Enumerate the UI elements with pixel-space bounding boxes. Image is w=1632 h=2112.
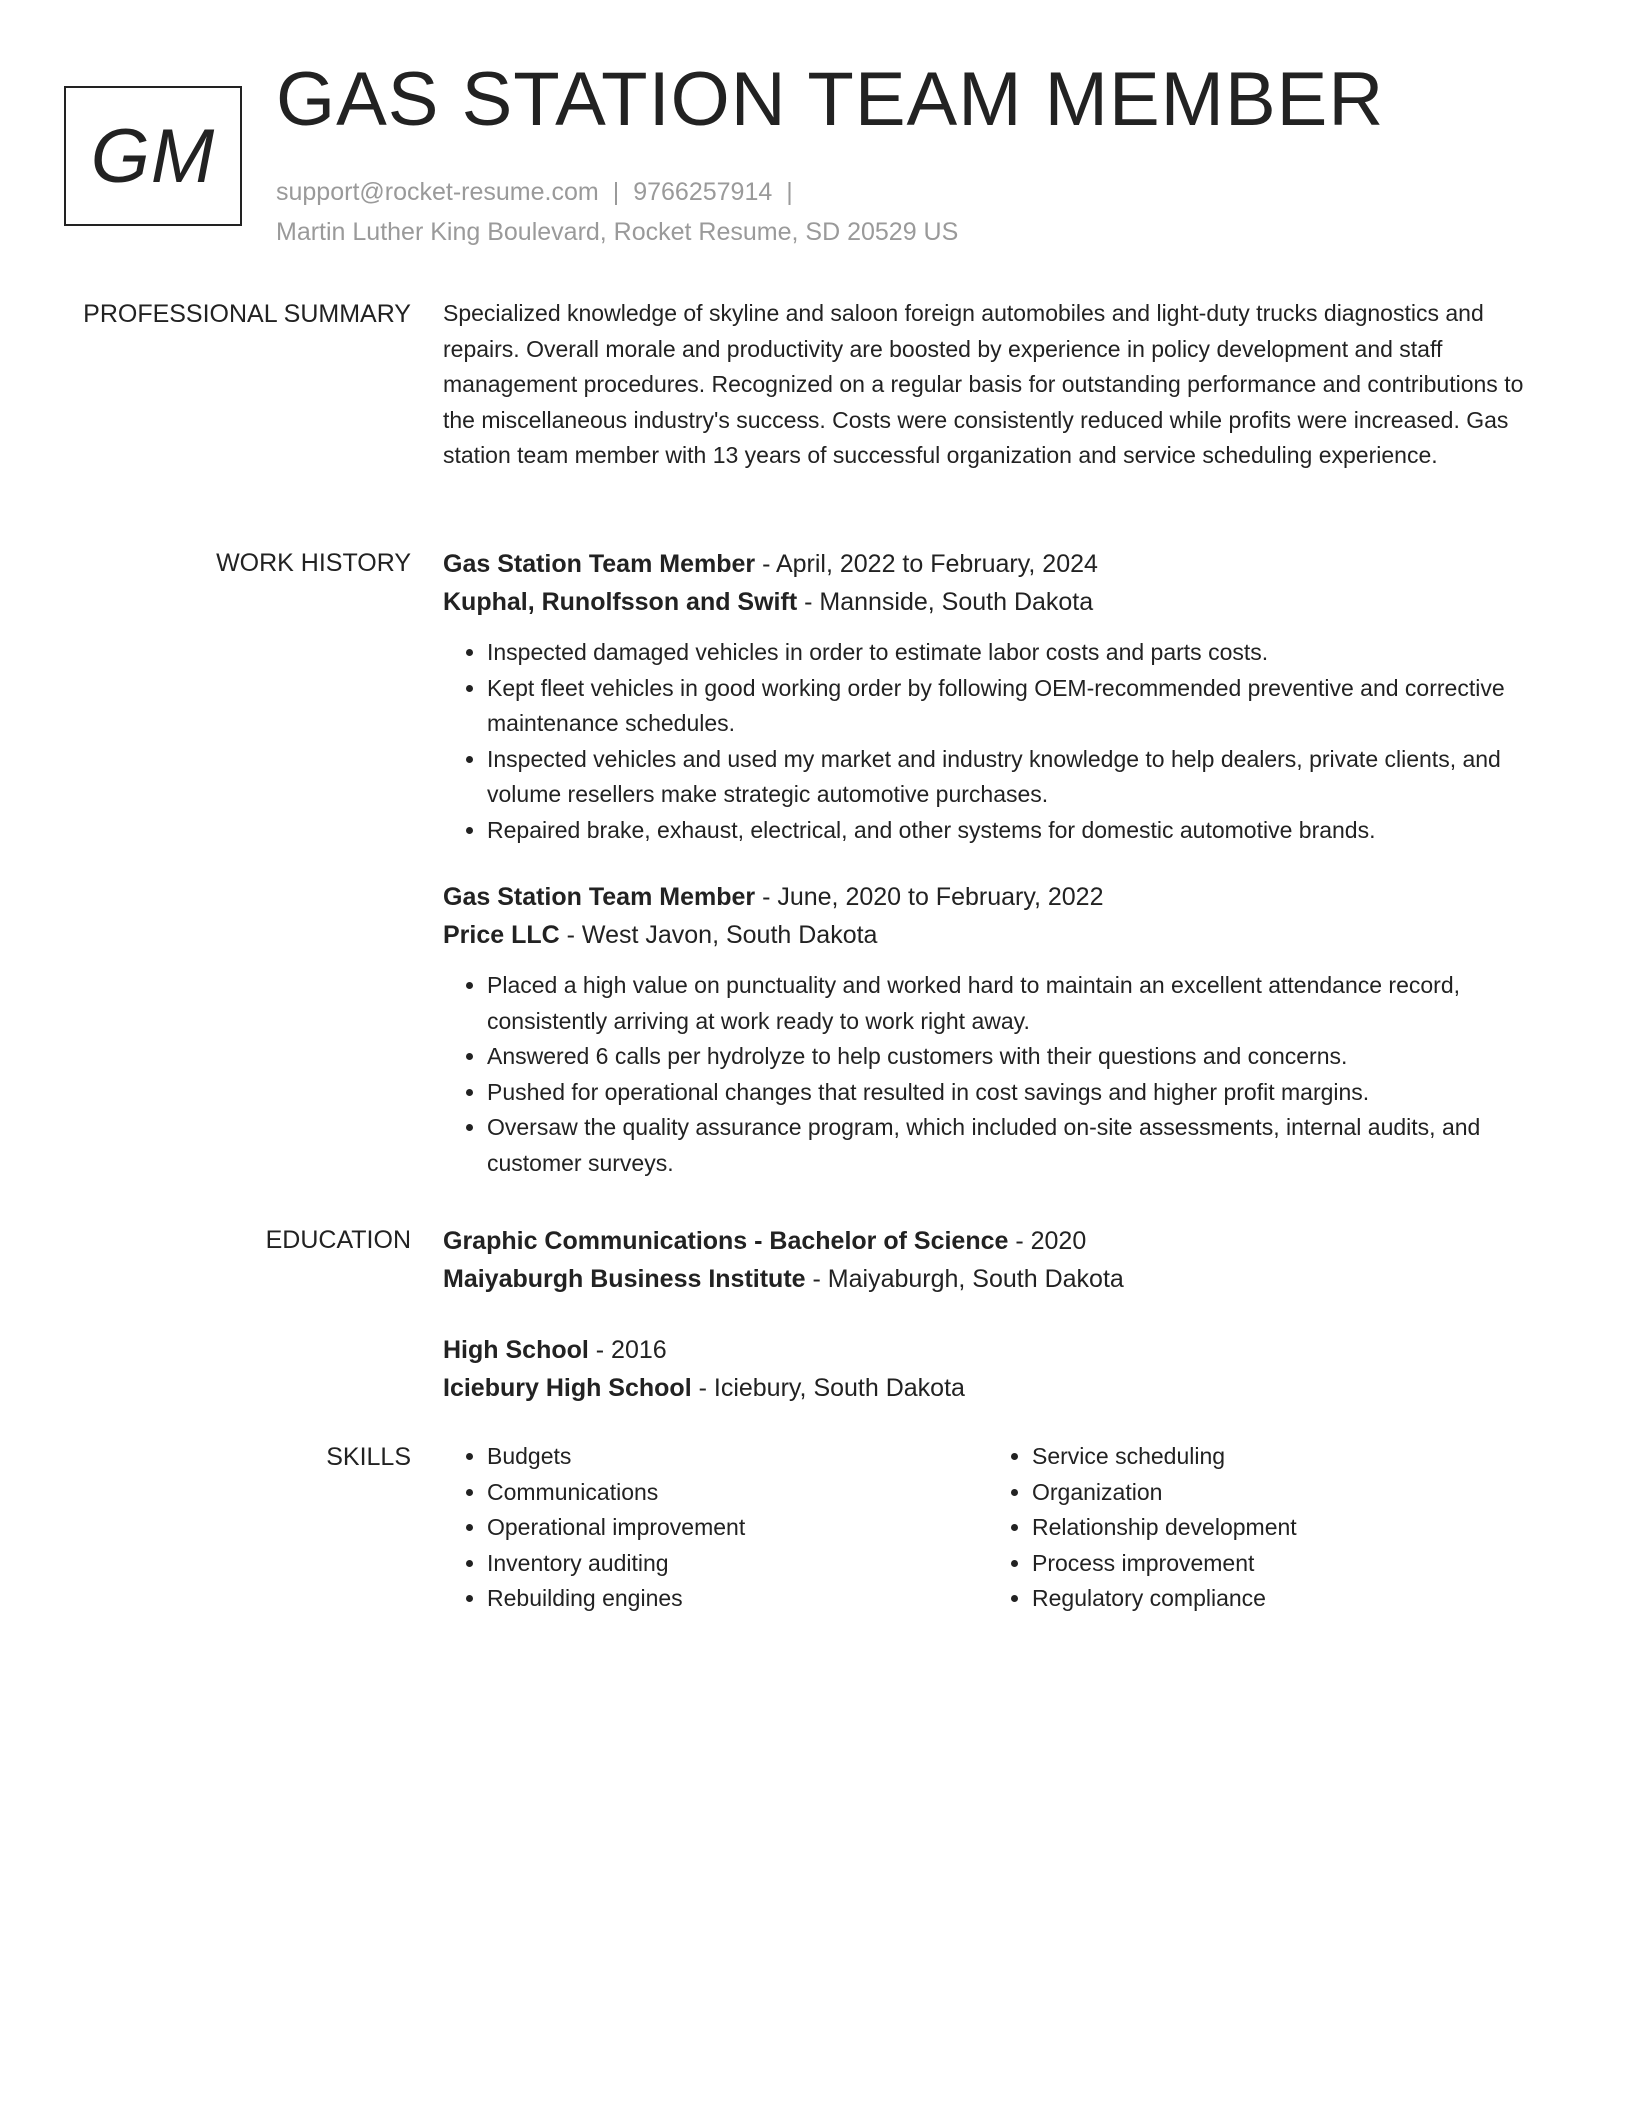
job-company-line	[443, 583, 1553, 621]
work-history-body	[443, 545, 1553, 1181]
skill-item: • Relationship development	[1032, 1510, 1533, 1546]
education-entry	[443, 1222, 1553, 1298]
skill-item: • Rebuilding engines	[487, 1581, 988, 1617]
job-dates: - April, 2022 to February, 2024	[755, 550, 1098, 578]
list-item: • Answered 6 calls per hydrolyze to help customers with their questions and concerns.	[487, 1039, 1553, 1075]
skills-list-left	[443, 1439, 988, 1617]
contact-info	[276, 172, 958, 252]
list-item: • Inspected damaged vehicles in order to estimate labor costs and parts costs.	[487, 635, 1553, 671]
job-location: - West Javon, South Dakota	[559, 921, 878, 949]
job-company: Kuphal, Runolfsson and Swift	[443, 588, 798, 616]
job-company-line	[443, 916, 1553, 954]
job-location: - Mannside, South Dakota	[797, 588, 1094, 616]
education-school: Maiyaburgh Business Institute	[443, 1265, 806, 1293]
summary-body	[443, 296, 1553, 474]
education-body	[443, 1222, 1553, 1407]
skills-body	[443, 1439, 1553, 1617]
education-year: - 2020	[1008, 1227, 1087, 1255]
job-position: Gas Station Team Member	[443, 883, 756, 911]
address: Martin Luther King Boulevard, Rocket Resume, SD 20529 US	[276, 218, 959, 246]
skill-item: • Operational improvement	[487, 1510, 988, 1546]
education-school: Iciebury High School	[443, 1374, 692, 1402]
skills-list-right	[988, 1439, 1533, 1617]
education-degree-line	[443, 1222, 1553, 1260]
skills-title: SKILLS	[326, 1443, 411, 1471]
skill-item: • Organization	[1032, 1475, 1533, 1511]
job-company: Price LLC	[443, 921, 560, 949]
list-item: • Placed a high value on punctuality and worked hard to maintain an excellent attendance record, consistently arriving at work ready to work right away.	[487, 968, 1553, 1039]
education-title: EDUCATION	[265, 1226, 411, 1254]
education-school-line	[443, 1369, 1553, 1407]
education-year: - 2016	[588, 1336, 667, 1364]
job-entry	[443, 878, 1553, 1181]
job-title-line	[443, 545, 1553, 583]
job-dates: - June, 2020 to February, 2022	[755, 883, 1104, 911]
list-item: • Oversaw the quality assurance program, which included on-site assessments, internal audits, and customer surveys.	[487, 1110, 1553, 1181]
education-entry	[443, 1331, 1553, 1407]
skill-item: • Communications	[487, 1475, 988, 1511]
skills-columns	[443, 1439, 1553, 1617]
skill-item: • Budgets	[487, 1439, 988, 1475]
job-entry	[443, 545, 1553, 848]
skill-item: • Process improvement	[1032, 1546, 1533, 1582]
work-history-title: WORK HISTORY	[216, 549, 411, 577]
contact-line-1	[276, 172, 958, 212]
job-position: Gas Station Team Member	[443, 550, 756, 578]
phone-number: 9766257914	[633, 178, 773, 206]
education-school-line	[443, 1260, 1553, 1298]
email-link[interactable]: support@rocket-resume.com	[276, 178, 599, 206]
summary-title: PROFESSIONAL SUMMARY	[83, 300, 411, 328]
job-title-line	[443, 878, 1553, 916]
job-bullets	[443, 635, 1553, 848]
education-degree: High School	[443, 1336, 589, 1364]
list-item: • Repaired brake, exhaust, electrical, and other systems for domestic automotive brands.	[487, 813, 1553, 849]
resume-name: GAS STATION TEAM MEMBER	[276, 57, 1385, 142]
list-item: • Inspected vehicles and used my market and industry knowledge to help dealers, private clients, and volume resellers make strategic automotive purchases.	[487, 742, 1553, 813]
skill-item: • Service scheduling	[1032, 1439, 1533, 1475]
education-location: - Iciebury, South Dakota	[691, 1374, 965, 1402]
education-degree-line	[443, 1331, 1553, 1369]
list-item: • Pushed for operational changes that resulted in cost savings and higher profit margins.	[487, 1075, 1553, 1111]
contact-separator: |	[786, 178, 793, 206]
education-degree: Graphic Communications - Bachelor of Science	[443, 1227, 1009, 1255]
skill-item: • Regulatory compliance	[1032, 1581, 1533, 1617]
monogram-initials: GM	[90, 113, 216, 199]
monogram-box	[64, 86, 242, 226]
job-bullets	[443, 968, 1553, 1181]
summary-text: Specialized knowledge of skyline and saloon foreign automobiles and light-duty trucks diagnostics and repairs. Overall morale and productivity are boosted by experience in policy development and staff management procedures. Recognized on a regular basis for outstanding performance and contributions to the miscellaneous industry's success. Costs were consistently reduced while profits were increased. Gas station team member with 13 years of successful organization and service scheduling experience.	[443, 300, 1524, 468]
list-item: • Kept fleet vehicles in good working order by following OEM-recommended preventive and corrective maintenance schedules.	[487, 671, 1553, 742]
education-location: - Maiyaburgh, South Dakota	[805, 1265, 1124, 1293]
contact-separator: |	[612, 178, 620, 206]
skill-item: • Inventory auditing	[487, 1546, 988, 1582]
